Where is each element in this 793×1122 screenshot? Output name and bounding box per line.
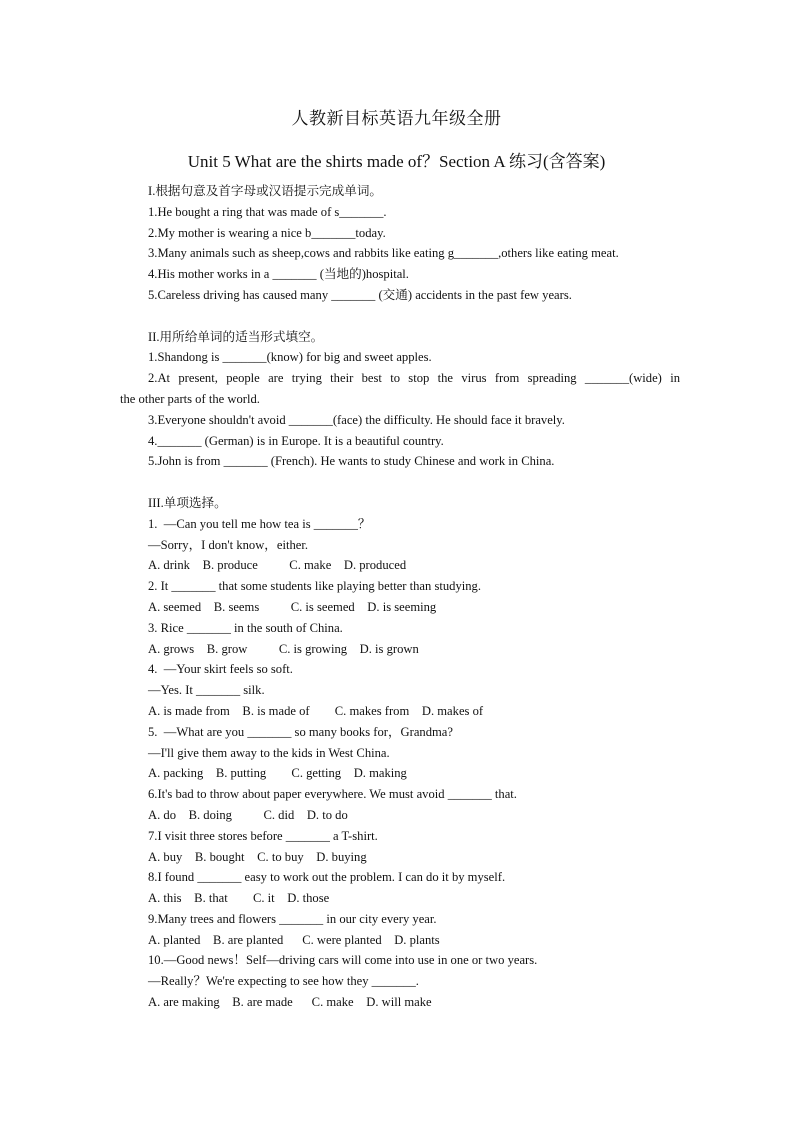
question-line: 7.I visit three stores before _______ a T-shirt.	[148, 828, 378, 843]
document-body	[120, 181, 680, 1013]
options-line: A. is made from B. is made of C. makes from D. makes of	[148, 703, 484, 718]
section1-heading: I.根据句意及首字母或汉语提示完成单词。	[148, 184, 383, 198]
section2-heading: II.用所给单词的适当形式填空。	[148, 329, 324, 344]
question-line: 4. —Your skirt feels so soft.	[148, 662, 293, 677]
options-line: A. packing B. putting C. getting D. making	[148, 766, 407, 781]
section1-item: 3.Many animals such as sheep,cows and rabbits like eating g_______,others like eating meat.	[148, 246, 619, 261]
dialogue-line: —Really？We're expecting to see how they _______.	[148, 974, 419, 989]
question-line: 2. It _______ that some students like playing better than studying.	[148, 579, 481, 594]
question-line: 9.Many trees and flowers _______ in our city every year.	[148, 911, 437, 926]
options-line: A. grows B. grow C. is growing D. is grown	[148, 641, 419, 656]
options-line: A. drink B. produce C. make D. produced	[148, 558, 407, 573]
dialogue-line: —Sorry，I don't know，either.	[148, 537, 309, 552]
section1-item: 5.Careless driving has caused many _______ (交通) accidents in the past few years.	[148, 287, 572, 302]
question-line: 3. Rice _______ in the south of China.	[148, 620, 343, 635]
question-line: 8.I found _______ easy to work out the problem. I can do it by myself.	[148, 870, 506, 885]
section2-item-continuation: the other parts of the world.	[120, 391, 260, 406]
question-line: 1. —Can you tell me how tea is _______？	[148, 516, 371, 531]
section2-item-line: 2.At present, people are trying their best to stop the virus from spreading _______(wide) in	[148, 371, 680, 386]
section2-item: 4._______ (German) is in Europe. It is a beautiful country.	[148, 433, 444, 448]
options-line: A. buy B. bought C. to buy D. buying	[148, 849, 367, 864]
section3-heading: III.单项选择。	[148, 495, 227, 510]
section2-item: 5.John is from _______ (French). He wants to study Chinese and work in China.	[148, 454, 555, 469]
section-gap	[120, 306, 680, 327]
options-line: A. this B. that C. it D. those	[148, 891, 330, 906]
question-line: 6.It's bad to throw about paper everywhere. We must avoid _______ that.	[148, 787, 517, 802]
options-line: A. are making B. are made C. make D. will make	[148, 995, 432, 1010]
section2-item: 3.Everyone shouldn't avoid _______(face) the difficulty. He should face it bravely.	[148, 412, 565, 427]
document-title-chinese: 人教新目标英语九年级全册	[291, 109, 502, 128]
dialogue-line: —I'll give them away to the kids in West China.	[148, 745, 390, 760]
options-line: A. seemed B. seems C. is seemed D. is seeming	[148, 599, 437, 614]
section1-item: 1.He bought a ring that was made of s_______.	[148, 204, 387, 219]
options-line: A. do B. doing C. did D. to do	[148, 807, 348, 822]
options-line: A. planted B. are planted C. were planted D. plants	[148, 932, 440, 947]
document-title-english: Unit 5 What are the shirts made of？Section A 练习(含答案)	[187, 152, 606, 171]
section1-item: 4.His mother works in a _______ (当地的)hospital.	[148, 267, 409, 282]
section-gap	[120, 472, 680, 493]
question-line: 10.—Good news！Self—driving cars will come into use in one or two years.	[148, 953, 538, 968]
dialogue-line: —Yes. It _______ silk.	[148, 683, 265, 698]
question-line: 5. —What are you _______ so many books for，Grandma?	[148, 724, 453, 739]
section2-item: 1.Shandong is _______(know) for big and sweet apples.	[148, 350, 432, 365]
section1-item: 2.My mother is wearing a nice b_______today.	[148, 225, 386, 240]
